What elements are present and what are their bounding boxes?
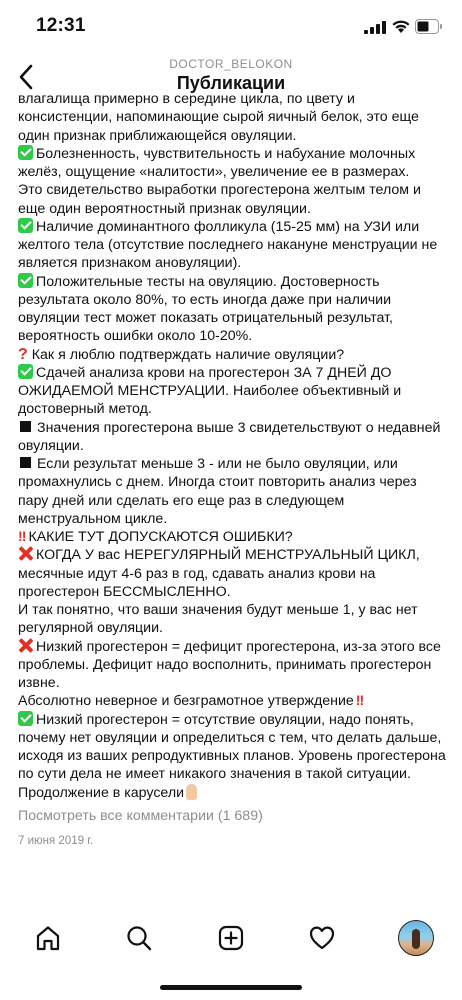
- status-bar: [0, 0, 462, 54]
- caption-paragraph: Наличие доминантного фолликула (15-25 мм) на УЗИ или желтого тела (отсутствие последнего накануне менструации не является признаком ановуляции).: [18, 218, 438, 272]
- post-caption: [18, 90, 450, 850]
- new-post-icon: [218, 925, 244, 951]
- cellular-signal-icon: [364, 21, 386, 34]
- caption-paragraph: Значения прогестерона выше 3 свидетельствуют о недавней овуляции.: [18, 419, 441, 454]
- activity-heart-icon: [309, 925, 335, 951]
- check-mark-icon: [18, 273, 33, 288]
- caption-paragraph: Болезненность, чувствительность и набухание молочных желёз, ощущение «налитости», увеличение ее в размерах.: [18, 145, 416, 180]
- wifi-icon: [391, 19, 411, 34]
- question-mark-icon: ?: [18, 345, 28, 363]
- caption-paragraph: КОГДА У вас НЕРЕГУЛЯРНЫЙ МЕНСТРУАЛЬНЫЙ ЦИКЛ, месячные идут 4-6 раз в год, сдавать анализ крови на прогестерон БЕССМЫСЛЕННО.: [18, 547, 420, 600]
- profile-avatar[interactable]: [398, 920, 434, 956]
- caption-paragraph: ? Как я люблю подтверждать наличие овуляции?: [18, 345, 345, 363]
- battery-icon: [415, 19, 443, 34]
- black-square-icon: [20, 421, 31, 432]
- tab-search[interactable]: [117, 918, 161, 958]
- bottom-tab-bar: [0, 912, 462, 966]
- caption-paragraph: И так понятно, что ваши значения будут меньше 1, у вас нет регулярной овуляции.: [18, 602, 418, 637]
- tab-new-post[interactable]: [209, 918, 253, 958]
- caption-paragraph: !! КАКИЕ ТУТ ДОПУСКАЮТСЯ ОШИБКИ?: [18, 529, 293, 545]
- cross-mark-icon: [18, 638, 33, 653]
- caption-paragraph: Продолжение в карусели: [18, 784, 450, 802]
- check-mark-icon: [18, 711, 33, 726]
- search-icon: [126, 925, 152, 951]
- view-all-comments-link[interactable]: Посмотреть все комментарии (1 689): [18, 807, 263, 824]
- tab-home[interactable]: [26, 918, 70, 958]
- caption-paragraph: Положительные тесты на овуляцию. Достоверность результата около 80%, то есть иногда даже при наличии овуляции тест может показать отрицательный результат, вероятность ошибки около 10-20%.: [18, 273, 393, 345]
- caption-paragraph: Абсолютно неверное и безграмотное утверждение !!: [18, 693, 364, 710]
- caption-paragraph: Если результат меньше 3 - или не было овуляции, или промахнулись с днем. Иногда стоит повторить анализ через пару дней или сделать его еще раз в следующем менструальном цикле.: [18, 456, 417, 527]
- check-mark-icon: [18, 145, 33, 160]
- check-mark-icon: [18, 218, 33, 233]
- black-square-icon: [20, 457, 31, 468]
- post-date: 7 июня 2019 г.: [18, 835, 94, 847]
- cross-mark-icon: [18, 546, 33, 561]
- tab-activity[interactable]: [300, 918, 344, 958]
- caption-paragraph: влагалища примерно в середине цикла, по цвету и консистенции, напоминающие сырой яичный белок, это еще один признак приближающейся овуляции.: [18, 91, 419, 144]
- post-caption-area: [0, 91, 462, 912]
- home-icon: [35, 925, 61, 951]
- page-title: Публикации: [176, 73, 286, 93]
- double-exclamation-icon: !!: [18, 529, 26, 545]
- caption-paragraph: Сдачей анализа крови на прогестерон ЗА 7 ДНЕЙ ДО ОЖИДАЕМОЙ МЕНСТРУАЦИИ. Наиболее объективный и достоверный метод.: [18, 364, 402, 418]
- home-indicator: [160, 985, 302, 990]
- pointing-hand-icon: [186, 784, 197, 800]
- caption-paragraph: Низкий прогестерон = дефицит прогестерона, из-за этого все проблемы. Дефицит надо восполнить, принимать прогестерон извне.: [18, 638, 441, 691]
- caption-paragraph: Низкий прогестерон = отсутствие овуляции, надо понять, почему нет овуляции и определиться с тем, что делать дальше, исходя из ваших репродуктивных планов. Уровень прогестерона по сути дела не имеет никакого значения в такой ситуации.: [18, 711, 446, 783]
- check-mark-icon: [18, 364, 33, 379]
- caption-paragraph: Это свидетельство выработки прогестерона желтым телом и еще один вероятностный признак овуляции.: [18, 182, 421, 217]
- account-username[interactable]: DOCTOR_BELOKON: [169, 57, 293, 71]
- status-time: 12:31: [36, 15, 86, 36]
- double-exclamation-icon: !!: [355, 693, 364, 710]
